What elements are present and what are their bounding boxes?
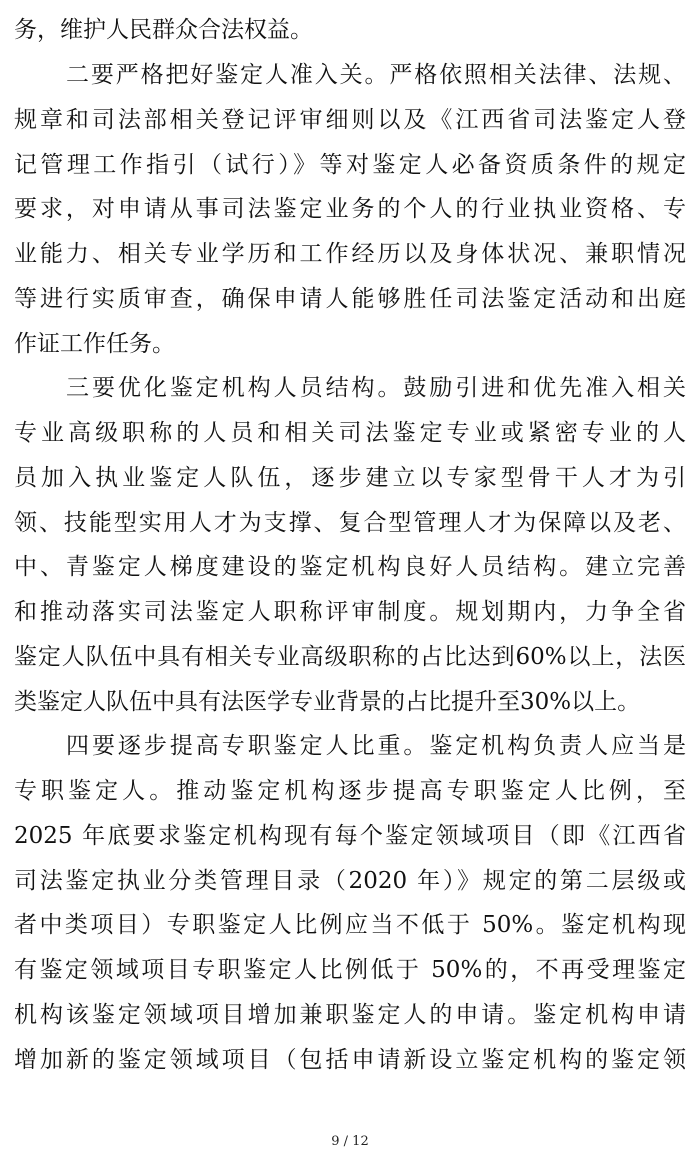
- text-line: 业能力、相关专业学历和工作经历以及身体状况、兼职情况: [14, 241, 686, 267]
- text-line: 规章和司法部相关登记评审细则以及《江西省司法鉴定人登: [14, 107, 686, 133]
- text-line: 领、技能型实用人才为支撑、复合型管理人才为保障以及老、: [14, 510, 686, 536]
- text-line: 专职鉴定人。推动鉴定机构逐步提高专职鉴定人比例，至: [14, 778, 686, 804]
- paragraph-heading-line: 二要严格把好鉴定人准入关。严格依照相关法律、法规、: [66, 62, 686, 88]
- page-number: 9 / 12: [331, 1134, 369, 1149]
- text-line: 鉴定人队伍中具有相关专业高级职称的占比达到60%以上，法医: [14, 644, 686, 670]
- text-line: 司法鉴定执业分类管理目录（2020 年）》规定的第二层级或: [14, 868, 686, 894]
- text-line: 2025 年底要求鉴定机构现有每个鉴定领域项目（即《江西省: [14, 823, 686, 849]
- text-line: 记管理工作指引（试行）》等对鉴定人必备资质条件的规定: [14, 152, 686, 178]
- text-line: 务，维护人民群众合法权益。: [14, 17, 313, 43]
- text-line: 要求，对申请从事司法鉴定业务的个人的行业执业资格、专: [14, 196, 686, 222]
- text-line: 中、青鉴定人梯度建设的鉴定机构良好人员结构。建立完善: [14, 554, 686, 580]
- text-line: 类鉴定人队伍中具有法医学专业背景的占比提升至30%以上。: [14, 689, 641, 715]
- text-line: 机构该鉴定领域项目增加兼职鉴定人的申请。鉴定机构申请: [14, 1002, 686, 1028]
- text-line: 者中类项目）专职鉴定人比例应当不低于 50%。鉴定机构现: [14, 912, 686, 938]
- text-line: 和推动落实司法鉴定人职称评审制度。规划期内，力争全省: [14, 599, 686, 625]
- paragraph-heading-line: 三要优化鉴定机构人员结构。鼓励引进和优先准入相关: [66, 375, 686, 401]
- text-line: 员加入执业鉴定人队伍，逐步建立以专家型骨干人才为引: [14, 465, 686, 491]
- text-line: 作证工作任务。: [14, 331, 175, 357]
- paragraph-heading-line: 四要逐步提高专职鉴定人比重。鉴定机构负责人应当是: [66, 733, 686, 759]
- text-line: 增加新的鉴定领域项目（包括申请新设立鉴定机构的鉴定领: [14, 1047, 686, 1073]
- text-line: 有鉴定领域项目专职鉴定人比例低于 50%的，不再受理鉴定: [14, 957, 686, 983]
- text-line: 等进行实质审查，确保申请人能够胜任司法鉴定活动和出庭: [14, 286, 686, 312]
- text-line: 专业高级职称的人员和相关司法鉴定专业或紧密专业的人: [14, 420, 686, 446]
